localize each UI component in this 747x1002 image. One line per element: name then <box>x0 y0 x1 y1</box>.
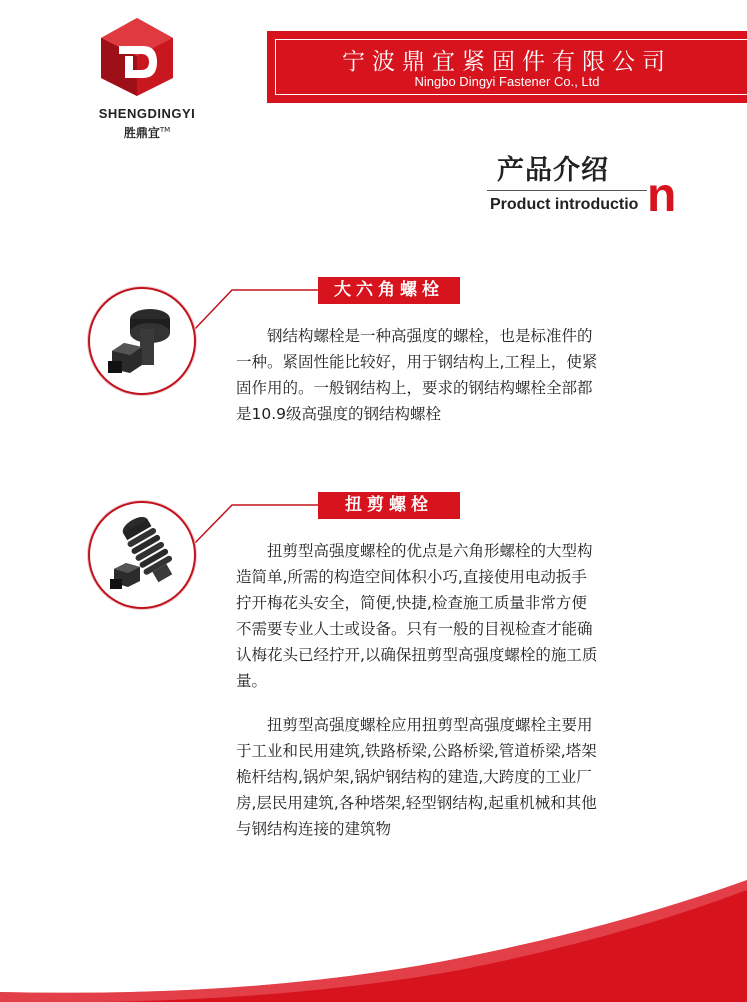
product-image-hex-bolt <box>88 287 196 395</box>
brand-cn: 胜鼎宜™ <box>123 126 171 140</box>
section-title-en-accent: n <box>647 169 677 222</box>
product-image-twist-off-bolt <box>88 501 196 609</box>
section-title-en: Product introductio <box>490 196 639 213</box>
twist-off-bolt-icon <box>90 503 194 607</box>
description-text: 钢结构螺栓是一种高强度的螺栓，也是标准件的一种。紧固性能比较好，用于钢结构上,工程上，使紧固作用的。一般钢结构上，要求的钢结构螺栓全部都是10.9级高强度的钢结构螺栓 <box>236 327 598 423</box>
section-title-cn: 产品介绍 <box>497 155 609 186</box>
company-name-en: Ningbo Dingyi Fastener Co., Ltd <box>414 74 600 89</box>
hex-bolt-icon <box>90 289 194 393</box>
dingyi-logo-icon <box>99 16 175 98</box>
brand-name: SHENGDINGYI <box>98 106 196 121</box>
company-logo <box>82 12 212 140</box>
trademark: TM <box>159 126 171 134</box>
product-application-twist-off-bolt <box>236 712 598 842</box>
product-description-twist-off-bolt <box>236 538 598 694</box>
product-description-hex-bolt <box>236 323 598 427</box>
decorative-wave <box>0 880 747 1002</box>
product-tag-twist-off-bolt: 扭剪螺栓 <box>318 492 460 519</box>
description-text: 扭剪型高强度螺栓的优点是六角形螺栓的大型构造简单,所需的构造空间体积小巧,直接使用电动扳手拧开梅花头安全，简便,快捷,检查施工质量非常方便不需要专业人士或设备。只有一般的目视检查才能确认梅花头已经拧开,以确保扭剪型高强度螺栓的施工质量。 <box>236 542 598 690</box>
application-text: 扭剪型高强度螺栓应用扭剪型高强度螺栓主要用于工业和民用建筑,铁路桥梁,公路桥梁,管道桥梁,塔架桅杆结构,锅炉架,锅炉钢结构的建造,大跨度的工业厂房,层民用建筑,各种塔架,轻型钢结构,起重机械和其他与钢结构连接的建筑物 <box>236 716 597 838</box>
company-banner <box>267 31 747 103</box>
product-tag-hex-bolt: 大六角螺栓 <box>318 277 460 304</box>
company-name-cn: 宁波鼎宜紧固件有限公司 <box>342 49 672 75</box>
section-divider <box>487 190 647 191</box>
